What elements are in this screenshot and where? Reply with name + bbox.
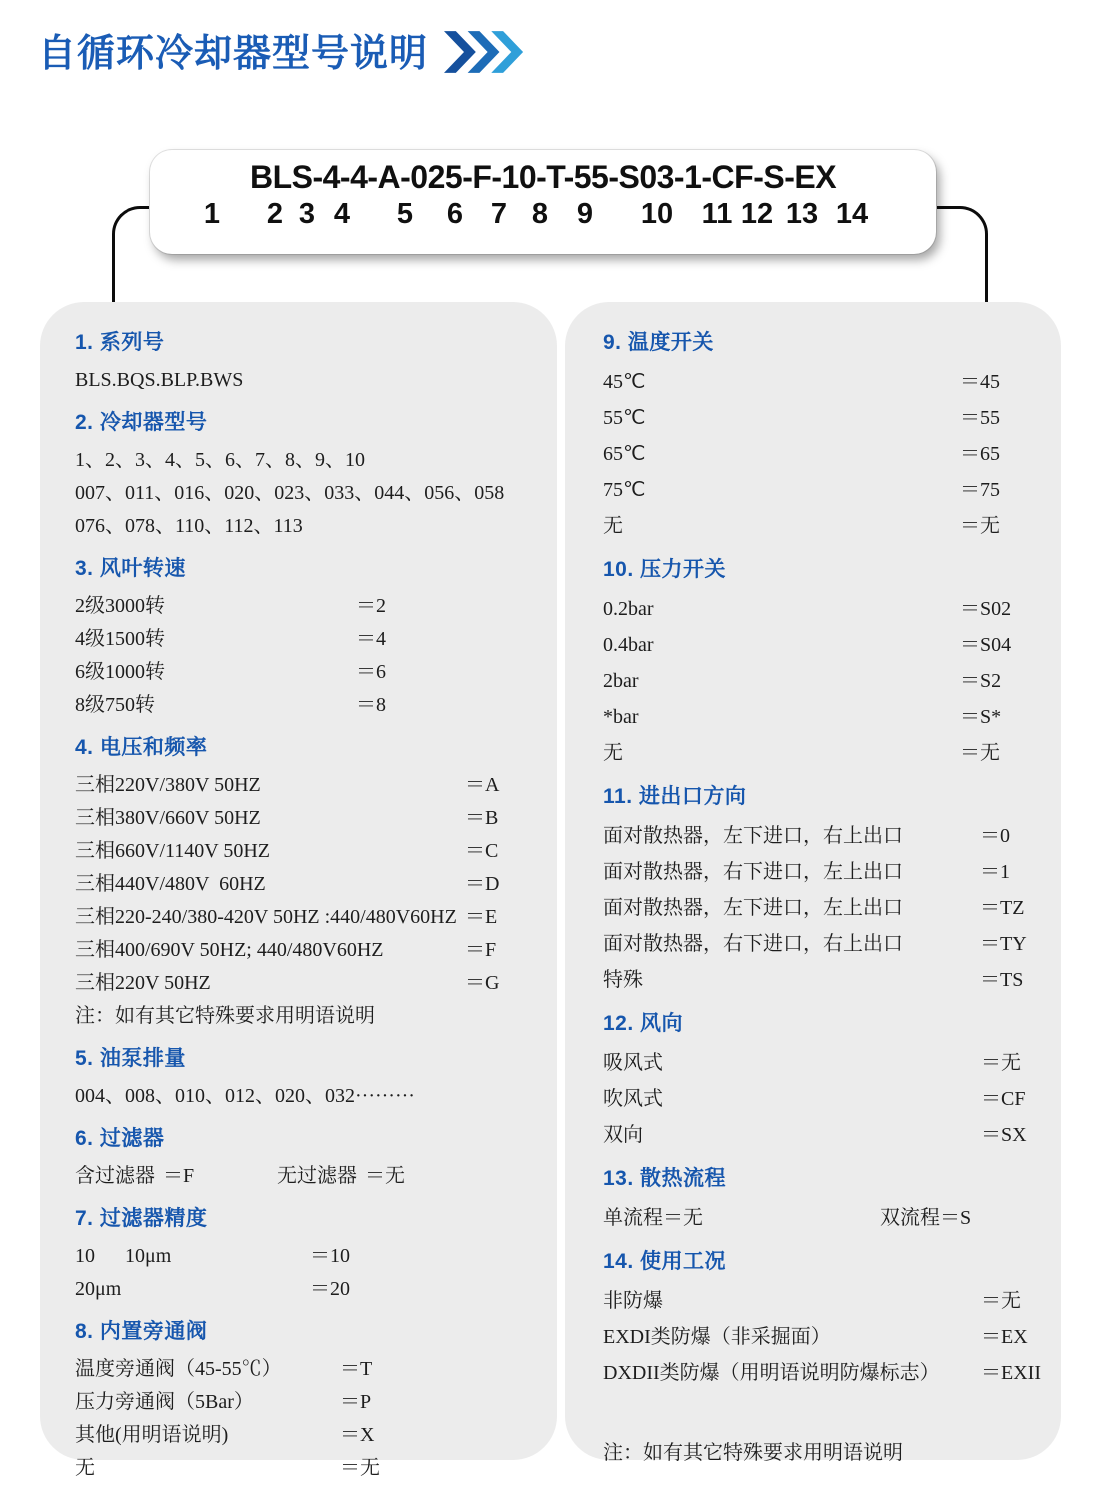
spec-label: 非防爆 xyxy=(603,1290,663,1312)
spec-code: ＝D xyxy=(465,873,500,895)
section-heading: 1. 系列号 xyxy=(75,331,165,354)
spec-row xyxy=(75,1386,541,1419)
position-number: 12 xyxy=(740,198,774,230)
spec-code: ＝F xyxy=(163,1165,195,1187)
spec-code: ＝无 xyxy=(981,1290,1021,1312)
spec-code: ＝T xyxy=(340,1358,373,1380)
left-panel xyxy=(40,302,557,1479)
spec-row xyxy=(603,926,1045,962)
spec-label: 20μm xyxy=(75,1278,122,1300)
spec-pair xyxy=(603,1207,703,1229)
page-header xyxy=(38,22,524,77)
spec-note: 注：如有其它特殊要求用明语说明 xyxy=(603,1442,903,1464)
spec-code: ＝S02 xyxy=(960,598,1012,620)
spec-pair xyxy=(277,1160,405,1193)
spec-row xyxy=(75,1080,541,1113)
spec-row xyxy=(603,400,1045,436)
spec-code: ＝SX xyxy=(981,1124,1027,1146)
spec-label: 单流程 xyxy=(603,1207,663,1229)
spec-code: ＝1 xyxy=(980,861,1010,883)
position-number: 9 xyxy=(576,198,594,230)
spec-label: 无 xyxy=(603,515,623,537)
spec-row xyxy=(603,1045,1045,1081)
spec-code: ＝无 xyxy=(340,1457,380,1479)
spec-row xyxy=(75,444,541,477)
spec-label: 面对散热器，右下进口，左上出口 xyxy=(603,861,903,883)
section-8 xyxy=(75,1319,541,1485)
spec-code: ＝B xyxy=(465,807,499,829)
spec-code: ＝45 xyxy=(960,371,1000,393)
spec-label: 三相660V/1140V 50HZ xyxy=(75,840,270,862)
spec-row xyxy=(75,590,541,623)
spec-code: ＝A xyxy=(465,774,500,796)
position-number: 1 xyxy=(203,198,221,230)
spec-code: ＝P xyxy=(340,1391,372,1413)
spec-pair xyxy=(75,1165,194,1187)
spec-text: 007、011、016、020、023、033、044、056、058 xyxy=(75,482,505,504)
spec-code: ＝C xyxy=(465,840,499,862)
spec-row xyxy=(603,591,1045,627)
section-5 xyxy=(75,1046,541,1113)
spec-code: ＝E xyxy=(465,906,498,928)
spec-label: 其他(用明语说明) xyxy=(75,1424,229,1446)
position-number: 10 xyxy=(640,198,674,230)
spec-label: 2bar xyxy=(603,670,639,692)
spec-code: ＝2 xyxy=(356,595,386,617)
section-heading: 11. 进出口方向 xyxy=(603,785,747,808)
spec-label: 三相220V 50HZ xyxy=(75,972,211,994)
spec-row xyxy=(603,1200,1045,1236)
section-11 xyxy=(603,784,1045,998)
spec-row xyxy=(75,967,541,1000)
section-13 xyxy=(603,1166,1045,1236)
model-code: BLS-4-4-A-025-F-10-T-55-S03-1-CF-S-EX xyxy=(249,159,837,195)
section-heading: 6. 过滤器 xyxy=(75,1127,165,1150)
spec-row xyxy=(603,364,1045,400)
spec-row xyxy=(75,1000,541,1033)
spec-text: BLS.BQS.BLP.BWS xyxy=(75,369,244,391)
section-heading: 5. 油泵排量 xyxy=(75,1047,186,1070)
spec-label: 三相220-240/380-420V 50HZ :440/480V60HZ xyxy=(75,906,457,928)
section-heading: 9. 温度开关 xyxy=(603,331,714,354)
spec-code: ＝无 xyxy=(960,742,1000,764)
position-number: 3 xyxy=(298,198,316,230)
section-4 xyxy=(75,735,541,1033)
spec-label: *bar xyxy=(603,706,639,728)
spec-code: ＝75 xyxy=(960,479,1000,501)
position-number: 5 xyxy=(396,198,414,230)
spec-row xyxy=(75,656,541,689)
spec-label: 压力旁通阀（5Bar） xyxy=(75,1391,254,1413)
spec-label: 4级1500转 xyxy=(75,628,165,650)
section-1 xyxy=(75,330,541,397)
spec-code: ＝55 xyxy=(960,407,1000,429)
spec-row xyxy=(75,1273,541,1306)
spec-row xyxy=(75,364,541,397)
spec-row xyxy=(603,735,1045,771)
page-title: 自循环冷却器型号说明 xyxy=(38,33,429,75)
spec-label: 双流程 xyxy=(880,1207,940,1229)
model-code-banner xyxy=(150,150,936,254)
position-number: 14 xyxy=(835,198,869,230)
spec-label: 无 xyxy=(603,742,623,764)
spec-label: 特殊 xyxy=(603,969,643,991)
spec-code: ＝TY xyxy=(980,933,1027,955)
spec-code: ＝EX xyxy=(981,1326,1028,1348)
spec-label: 三相440V/480V 60HZ xyxy=(75,873,266,895)
spec-code: ＝F xyxy=(465,939,497,961)
spec-code: ＝S2 xyxy=(960,670,1002,692)
spec-row xyxy=(603,1319,1045,1355)
spec-code: ＝TS xyxy=(980,969,1024,991)
connector-line-left xyxy=(112,206,155,306)
triple-chevron-icon xyxy=(444,31,524,73)
spec-label: 55℃ xyxy=(603,407,646,429)
spec-label: 温度旁通阀（45-55℃） xyxy=(75,1358,282,1380)
spec-row xyxy=(75,510,541,543)
spec-label: 无 xyxy=(75,1457,95,1479)
spec-row xyxy=(75,769,541,802)
spec-label: 65℃ xyxy=(603,443,646,465)
spec-row xyxy=(603,472,1045,508)
section-9 xyxy=(603,330,1045,544)
section-2 xyxy=(75,410,541,543)
spec-row xyxy=(603,627,1045,663)
spec-row xyxy=(75,477,541,510)
position-number: 8 xyxy=(531,198,549,230)
spec-label: 吸风式 xyxy=(603,1052,663,1074)
spec-label: 45℃ xyxy=(603,371,646,393)
spec-code: ＝0 xyxy=(980,825,1010,847)
spec-text: 076、078、110、112、113 xyxy=(75,515,303,537)
spec-row xyxy=(75,934,541,967)
spec-code: ＝6 xyxy=(356,661,386,683)
spec-label: 无过滤器 xyxy=(277,1165,357,1187)
section-heading: 13. 散热流程 xyxy=(603,1167,727,1190)
spec-row xyxy=(75,1160,541,1193)
spec-row xyxy=(603,508,1045,544)
spec-row xyxy=(603,1283,1045,1319)
spec-row xyxy=(603,818,1045,854)
connector-line-right xyxy=(933,206,988,306)
section-heading: 3. 风叶转速 xyxy=(75,557,186,580)
section-6 xyxy=(75,1126,541,1193)
spec-row xyxy=(603,1081,1045,1117)
spec-text: 注：如有其它特殊要求用明语说明 xyxy=(75,1005,375,1027)
spec-code: ＝无 xyxy=(981,1052,1021,1074)
spec-code: ＝无 xyxy=(960,515,1000,537)
spec-label: 面对散热器，左下进口，右上出口 xyxy=(603,825,903,847)
spec-row xyxy=(603,962,1045,998)
spec-code: ＝20 xyxy=(310,1278,350,1300)
spec-label: 0.2bar xyxy=(603,598,654,620)
spec-row xyxy=(75,689,541,722)
position-number: 13 xyxy=(785,198,819,230)
section-heading: 2. 冷却器型号 xyxy=(75,411,208,434)
section-12 xyxy=(603,1011,1045,1153)
spec-code: ＝4 xyxy=(356,628,386,650)
spec-label: 2级3000转 xyxy=(75,595,165,617)
spec-code: ＝65 xyxy=(960,443,1000,465)
spec-text: 1、2、3、4、5、6、7、8、9、10 xyxy=(75,449,365,471)
section-7 xyxy=(75,1206,541,1306)
spec-label: 含过滤器 xyxy=(75,1165,155,1187)
spec-text: 004、008、010、012、020、032········· xyxy=(75,1085,415,1107)
spec-code: ＝S* xyxy=(960,706,1002,728)
spec-row xyxy=(603,854,1045,890)
spec-code: ＝S04 xyxy=(960,634,1012,656)
spec-row xyxy=(75,868,541,901)
section-heading: 8. 内置旁通阀 xyxy=(75,1320,208,1343)
spec-label: 8级750转 xyxy=(75,694,155,716)
position-number: 2 xyxy=(266,198,284,230)
spec-row xyxy=(75,1419,541,1452)
section-heading: 4. 电压和频率 xyxy=(75,736,208,759)
spec-code: ＝无 xyxy=(365,1165,405,1187)
spec-code: ＝EXII xyxy=(981,1362,1041,1384)
section-14 xyxy=(603,1249,1045,1471)
spec-label: 三相400/690V 50HZ; 440/480V60HZ xyxy=(75,939,384,961)
section-heading: 10. 压力开关 xyxy=(603,558,727,581)
spec-row xyxy=(603,436,1045,472)
spec-label: 10 10μm xyxy=(75,1245,172,1267)
spec-row xyxy=(603,1435,1045,1471)
position-number: 6 xyxy=(446,198,464,230)
spec-row xyxy=(75,1240,541,1273)
spec-row xyxy=(603,663,1045,699)
spec-code: ＝无 xyxy=(663,1207,703,1229)
spec-label: DXDII类防爆（用明语说明防爆标志） xyxy=(603,1362,940,1384)
spec-label: 双向 xyxy=(603,1124,643,1146)
spec-label: 吹风式 xyxy=(603,1088,663,1110)
section-heading: 14. 使用工况 xyxy=(603,1250,727,1273)
spec-row xyxy=(603,1355,1045,1391)
spec-row xyxy=(75,623,541,656)
spec-label: 面对散热器，右下进口，右上出口 xyxy=(603,933,903,955)
spec-row xyxy=(603,1117,1045,1153)
spec-code: ＝8 xyxy=(356,694,386,716)
position-number: 4 xyxy=(333,198,351,230)
spec-label: 三相380V/660V 50HZ xyxy=(75,807,261,829)
section-10 xyxy=(603,557,1045,771)
spec-pair xyxy=(880,1200,971,1236)
section-heading: 12. 风向 xyxy=(603,1012,684,1035)
spec-row xyxy=(75,802,541,835)
spec-row xyxy=(75,901,541,934)
spec-code: ＝CF xyxy=(981,1088,1026,1110)
spec-code: ＝X xyxy=(340,1424,375,1446)
spec-row xyxy=(75,835,541,868)
spec-label: 0.4bar xyxy=(603,634,654,656)
section-heading: 7. 过滤器精度 xyxy=(75,1207,208,1230)
spec-code: ＝10 xyxy=(310,1245,350,1267)
right-panel xyxy=(565,302,1061,1464)
spec-row xyxy=(75,1452,541,1485)
position-numbers xyxy=(150,198,936,238)
spec-label: 6级1000转 xyxy=(75,661,165,683)
spec-code: ＝S xyxy=(940,1207,972,1229)
spec-row xyxy=(603,699,1045,735)
spec-row xyxy=(603,890,1045,926)
spec-row xyxy=(75,1353,541,1386)
position-number: 7 xyxy=(490,198,508,230)
spec-label: 75℃ xyxy=(603,479,646,501)
spec-label: EXDI类防爆（非采掘面） xyxy=(603,1326,831,1348)
spec-code: ＝G xyxy=(465,972,500,994)
spec-label: 面对散热器，左下进口，左上出口 xyxy=(603,897,903,919)
spec-code: ＝TZ xyxy=(980,897,1025,919)
section-3 xyxy=(75,556,541,722)
position-number: 11 xyxy=(701,198,733,230)
spec-label: 三相220V/380V 50HZ xyxy=(75,774,261,796)
